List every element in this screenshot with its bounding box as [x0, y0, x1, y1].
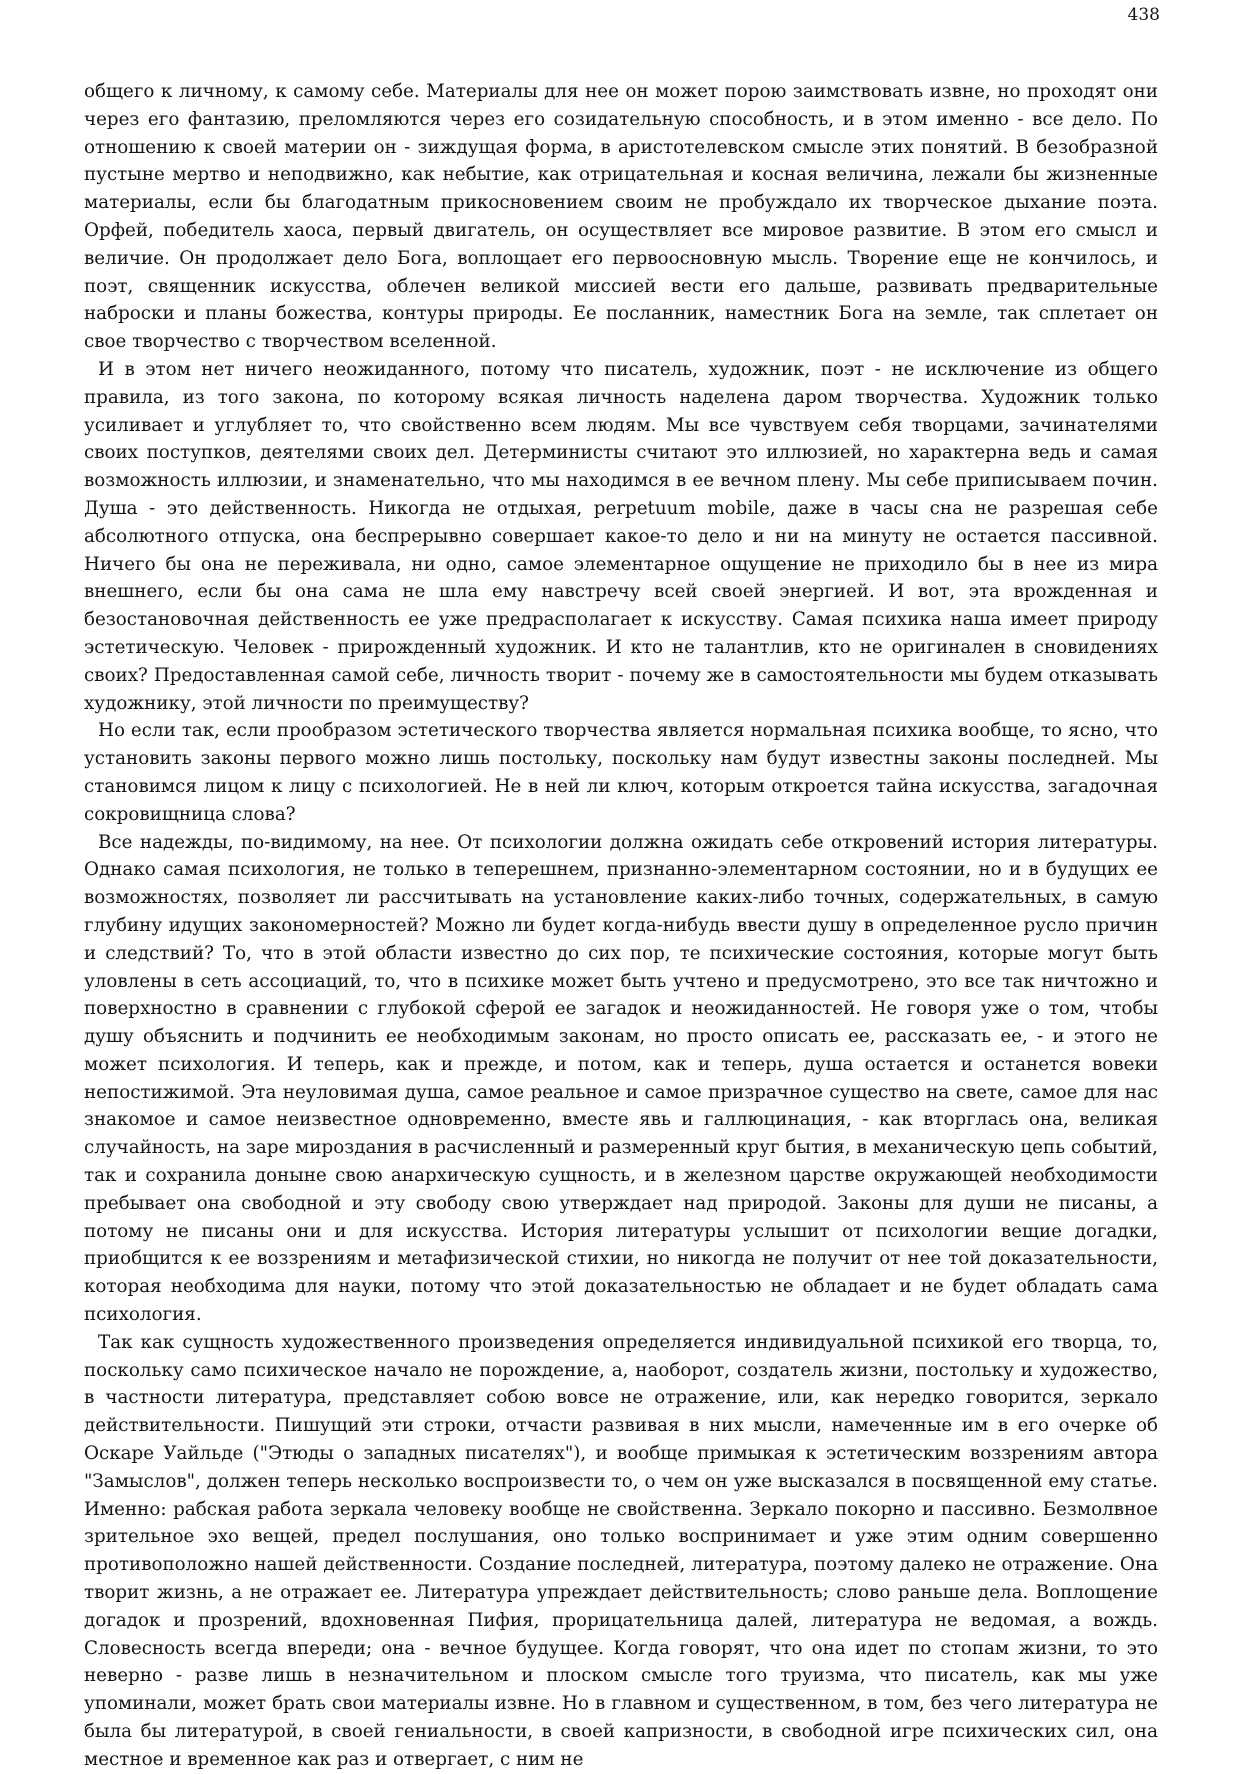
- paragraph: Так как сущность художественного произведения определяется индивидуальной психикой его творца, то, поскольку само психическое начало не порождение, а, наоборот, создатель жизни, постольку и художество, в частности литература, представляет собою вовсе не отражение, или, как нередко говорится, зеркало действительности. Пишущий эти строки, отчасти развивая в них мысли, намеченные им в его очерке об Оскаре Уайльде ("Этюды о западных писателях"), и вообще примыкая к эстетическим воззрениям автора "Замыслов", должен теперь несколько воспроизвести то, о чем он уже высказался в посвященной ему статье. Именно: рабская работа зеркала человеку вообще не свойственна. Зеркало покорно и пассивно. Безмолвное зрительное эхо вещей, предел послушания, оно только воспринимает и уже этим одним совершенно противоположно нашей действенности. Создание последней, литература, поэтому далеко не отражение. Она творит жизнь, а не отражает ее. Литература упреждает действительность; слово раньше дела. Воплощение догадок и прозрений, вдохновенная Пифия, прорицательница далей, литература не ведомая, а вождь. Словесность всегда впереди; она - вечное будущее. Когда говорят, что она идет по стопам жизни, то это неверно - разве лишь в незначительном и плоском смысле того труизма, что писатель, как мы уже упоминали, может брать свои материалы извне. Но в главном и существенном, в том, без чего литература не была бы литературой, в своей гениальности, в своей капризности, в свободной игре психических сил, она местное и временное как раз и отвергает, с ним не: [84, 1331, 1158, 1770]
- paragraph: И в этом нет ничего неожиданного, потому что писатель, художник, поэт - не исключение из общего правила, из того закона, по которому всякая личность наделена даром творчества. Художник только усиливает и углубляет то, что свойственно всем людям. Мы все чувствуем себя творцами, зачинателями своих поступков, деятелями своих дел. Детерминисты считают это иллюзией, но характерна ведь и самая возможность иллюзии, и знаменательно, что мы находимся в ее вечном плену. Мы себе приписываем почин. Душа - это действенность. Никогда не отдыхая, perpetuum mobile, даже в часы сна не разрешая себе абсолютного отпуска, она беспрерывно совершает какое-то дело и ни на минуту не остается пассивной. Ничего бы она не переживала, ни одно, самое элементарное ощущение не приходило бы в нее из мира внешнего, если бы она сама не шла ему навстречу всей своей энергией. И вот, эта врожденная и безостановочная действенность ее уже предрасполагает к искусству. Самая психика наша имеет природу эстетическую. Человек - прирожденный художник. И кто не талантлив, кто не оригинален в сновидениях своих? Предоставленная самой себе, личность творит - почему же в самостоятельности мы будем отказывать художнику, этой личности по преимуществу?: [84, 358, 1158, 714]
- paragraph: общего к личному, к самому себе. Материалы для нее он может порою заимствовать извне, но проходят они через его фантазию, преломляются через его созидательную способность, и в этом именно - все дело. По отношению к своей материи он - зиждущая форма, в аристотелевском смысле этих понятий. В безобразной пустыне мертво и неподвижно, как небытие, как отрицательная и косная величина, лежали бы жизненные материалы, если бы благодатным прикосновением своим не пробуждало их творческое дыхание поэта. Орфей, победитель хаоса, первый двигатель, он осуществляет все мировое развитие. В этом его смысл и величие. Он продолжает дело Бога, воплощает его первоосновную мысль. Творение еще не кончилось, и поэт, священник искусства, облечен великой миссией вести его дальше, развивать предварительные наброски и планы божества, контуры природы. Ее посланник, наместник Бога на земле, так сплетает он свое творчество с творчеством вселенной.: [84, 81, 1158, 353]
- page-number: 438: [1127, 5, 1160, 25]
- paragraph: Все надежды, по-видимому, на нее. От психологии должна ожидать себе откровений история литературы. Однако самая психология, не только в теперешнем, признанно-элементарном состоянии, но и в будущих ее возможностях, позволяет ли рассчитывать на установление каких-либо точных, содержательных, в самую глубину идущих закономерностей? Можно ли будет когда-нибудь ввести душу в определенное русло причин и следствий? То, что в этой области известно до сих пор, те психические состояния, которые могут быть уловлены в сеть ассоциаций, то, что в психике может быть учтено и предусмотрено, это все так ничтожно и поверхностно в сравнении с глубокой сферой ее загадок и неожиданностей. Не говоря уже о том, чтобы душу объяснить и подчинить ее необходимым законам, но просто описать ее, рассказать ее, - и этого не может психология. И теперь, как и прежде, и потом, как и теперь, душа остается и останется вовеки непостижимой. Эта неуловимая душа, самое реальное и самое призрачное существо на свете, самое для нас знакомое и самое неизвестное одновременно, вместе явь и галлюцинация, - как вторглась она, великая случайность, на заре мироздания в расчисленный и размеренный круг бытия, в механическую цепь событий, так и сохранила доныне свою анархическую сущность, и в железном царстве окружающей необходимости пребывает она свободной и эту свободу свою утверждает над природой. Законы для души не писаны, а потому не писаны они и для искусства. История литературы услышит от психологии вещие догадки, приобщится к ее воззрениям и метафизической стихии, но никогда не получит от нее той доказательности, которая необходима для науки, потому что этой доказательностью не обладает и не будет обладать сама психология.: [84, 831, 1158, 1326]
- paragraph: Но если так, если прообразом эстетического творчества является нормальная психика вообще, то ясно, что установить законы первого можно лишь постольку, поскольку нам будут известны законы последней. Мы становимся лицом к лицу с психологией. Не в ней ли ключ, которым откроется тайна искусства, загадочная сокровищница слова?: [84, 720, 1158, 825]
- text-body: [84, 78, 1158, 1774]
